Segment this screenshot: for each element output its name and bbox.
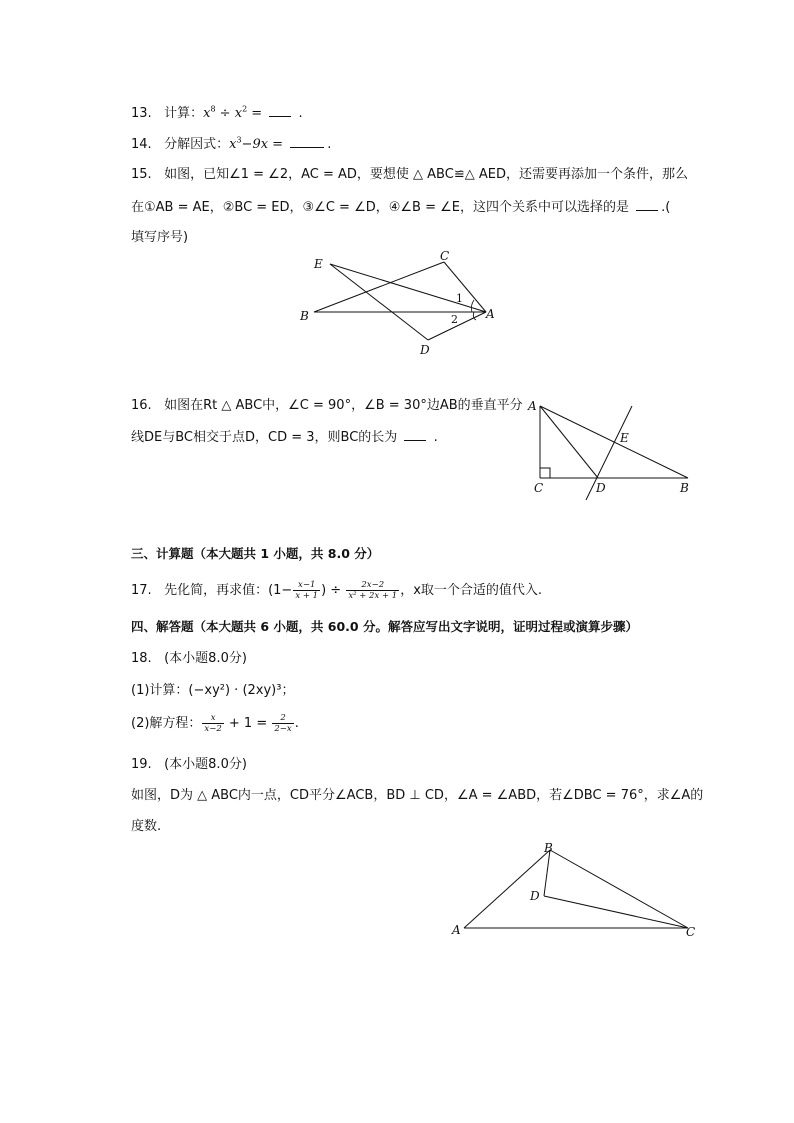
q18-header — [131, 650, 247, 668]
segment-BD — [544, 850, 550, 896]
q17-mid: ) ÷ — [321, 583, 342, 598]
label-angle-2: 2 — [451, 313, 458, 326]
q18-fraction2 — [272, 713, 293, 734]
q18-part2-mid: + 1 = — [228, 716, 268, 731]
q14-end: . — [327, 137, 332, 152]
label-D: D — [596, 481, 606, 495]
q15-text3: 填写序号) — [131, 230, 189, 245]
label-D: D — [420, 343, 430, 357]
q13-line — [131, 104, 303, 123]
label-C: C — [686, 925, 696, 939]
q15-line2 — [131, 198, 670, 217]
q16-text2: 线DE与BC相交于点D，CD = 3，则BC的长为 — [131, 430, 398, 445]
segment-CA — [444, 262, 486, 312]
q15-text2: 在①AB = AE，②BC = ED，③∠C = ∠D，④∠B = ∠E，这四个关系中可以选择的是 — [131, 200, 629, 215]
q17-f2-den: x² + 2x + 1 — [348, 591, 398, 601]
segment-DC — [544, 896, 688, 928]
q16-line2 — [131, 428, 438, 447]
label-A: A — [486, 307, 495, 321]
perpendicular-bisector-DE — [586, 406, 632, 500]
q16-number: 16. — [131, 398, 152, 413]
q16-figure — [522, 396, 702, 506]
q17-fraction1 — [293, 580, 320, 601]
q17-f2-num: 2x−2 — [346, 580, 399, 591]
q17-f1-num: x−1 — [293, 580, 320, 591]
q13-op: ÷ — [215, 106, 235, 121]
label-B: B — [544, 841, 553, 855]
q19-line1: 如图，D为 △ ABC内一点，CD平分∠ACB，BD ⊥ CD，∠A = ∠ABD，若∠DBC = 76°，求∠A的 — [131, 788, 704, 803]
q13-exp2: 2 — [242, 104, 248, 114]
q18-part2-label: (2)解方程： — [131, 716, 202, 731]
angle-1-arc — [471, 300, 474, 312]
q14-label: 分解因式： — [164, 137, 230, 152]
q15-line3 — [131, 229, 188, 247]
q15-figure — [290, 250, 510, 360]
q17-number: 17. — [131, 583, 152, 598]
q17-f1-den: x + 1 — [295, 591, 319, 601]
q16-line1 — [131, 397, 523, 415]
q19-line2: 度数. — [131, 819, 162, 834]
q16-answer-blank[interactable] — [404, 428, 426, 441]
q18-f2-den: 2−x — [274, 724, 292, 734]
q18-part2-end: . — [294, 716, 299, 731]
label-angle-1: 1 — [456, 292, 463, 305]
q14-base: x — [229, 137, 237, 152]
q15-number: 15. — [131, 167, 152, 182]
label-C: C — [534, 481, 544, 495]
label-E: E — [314, 257, 323, 271]
q15-text2-end: .( — [661, 200, 671, 215]
q18-f2-num: 2 — [272, 713, 293, 724]
q14-rest: −9x = — [241, 137, 288, 152]
q18-part1: (1)计算：(−xy²) · (2xy)³； — [131, 683, 295, 698]
q14-line — [131, 135, 331, 154]
q19-number: 19. — [131, 757, 152, 772]
q13-answer-blank[interactable] — [269, 104, 291, 117]
q16-text1: 如图在Rt △ ABC中，∠C = 90°，∠B = 30°边AB的垂直平分 — [164, 398, 523, 413]
q19-header — [131, 756, 247, 774]
q18-part2 — [131, 713, 299, 735]
section4-title: 四、解答题（本大题共 6 小题，共 60.0 分。解答应写出文字说明，证明过程或演算步骤） — [131, 619, 638, 634]
right-angle-mark — [540, 468, 550, 478]
q14-answer-blank[interactable] — [290, 135, 324, 148]
label-A: A — [528, 399, 537, 413]
segment-BC — [314, 262, 444, 312]
q17-line — [131, 580, 542, 602]
q13-base1: x — [203, 106, 211, 121]
q14-number: 14. — [131, 137, 152, 152]
q13-base2: x — [234, 106, 243, 121]
label-B: B — [680, 481, 689, 495]
q15-line1 — [131, 166, 688, 184]
q13-end: . — [298, 106, 303, 121]
q18-points: (本小题8.0分) — [164, 651, 247, 666]
q13-exp1: 8 — [210, 104, 216, 114]
q19-points: (本小题8.0分) — [164, 757, 247, 772]
segment-ED — [330, 264, 428, 340]
label-D: D — [530, 889, 540, 903]
label-E: E — [620, 431, 629, 445]
q17-label: 先化简，再求值：(1− — [164, 583, 293, 598]
q13-number: 13. — [131, 106, 152, 121]
q19-figure — [448, 838, 708, 948]
q13-label: 计算： — [164, 106, 204, 121]
label-B: B — [300, 309, 309, 323]
q15-answer-blank[interactable] — [636, 198, 658, 211]
section3-title: 三、计算题（本大题共 1 小题，共 8.0 分） — [131, 546, 380, 561]
segment-BC — [550, 850, 688, 928]
label-C: C — [440, 250, 450, 263]
q15-text1: 如图，已知∠1 = ∠2，AC = AD，要想使 △ ABC≌△ AED，还需要再添加一个条件，那么 — [164, 167, 688, 182]
q17-fraction2 — [346, 580, 399, 601]
label-A: A — [452, 923, 461, 937]
q17-tail: ，x取一个合适的值代入. — [400, 583, 543, 598]
q18-number: 18. — [131, 651, 152, 666]
q18-f1-den: x−2 — [204, 724, 222, 734]
segment-AD — [540, 406, 598, 478]
angle-2-arc — [473, 312, 476, 320]
q18-fraction1 — [202, 713, 223, 734]
q13-eq: = — [247, 106, 267, 121]
q16-text2-end: . — [433, 430, 438, 445]
q14-exp: 3 — [236, 135, 242, 145]
q18-f1-num: x — [202, 713, 223, 724]
